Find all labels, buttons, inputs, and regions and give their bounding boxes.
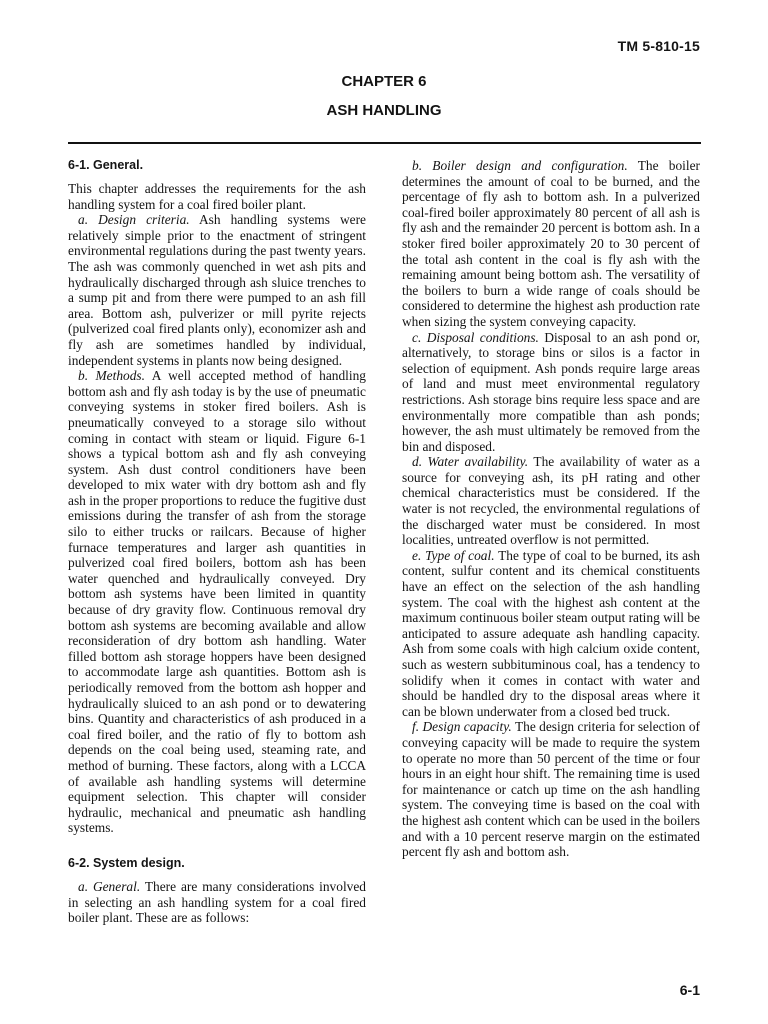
chapter-title: ASH HANDLING: [326, 102, 442, 119]
methods-paragraph: [68, 368, 366, 836]
design-capacity-text: The design criteria for selection of conveying capacity will be made to require the system to operate no more than 50 percent of the time or four hours in an eight hour shift. The remaining time is used for maintenance or catch up time on the ash handling system. The conveying time is based on the coal with the highest ash content which can be used in the boilers and with a 10 percent reserve margin on the estimated percent fly ash and bottom ash.: [402, 719, 700, 860]
boiler-design-label: b. Boiler design and configuration.: [412, 158, 628, 173]
type-of-coal-label: e. Type of coal.: [412, 547, 495, 563]
boiler-design-text: The boiler determines the amount of coal to be burned, and the percentage of fly ash to bottom ash. In a pulverized coal-fired boiler approximately 80 percent of all ash is fly ash and the remainder 20 percent is bottom ash. In a stoker fired boiler approximately 20 to 30 percent of the total ash content in the coal is fly ash with the remaining amount being bottom ash. The versatility of the boilers to burn a wide range of coals should be considered to determine the highest ash production rate when sizing the system conveying capacity.: [402, 158, 701, 329]
general-text: There are many considerations involved in selecting an ash handling system for a coal fired boiler plant. These are as follows:: [68, 878, 366, 926]
chapter-number: CHAPTER 6: [341, 73, 427, 90]
right-column: [402, 158, 700, 860]
page-number: 6-1: [679, 982, 700, 998]
type-of-coal-paragraph: [402, 548, 700, 720]
header-rule: [68, 142, 701, 144]
design-criteria-text: Ash handling systems were relatively simple prior to the enactment of stringent environmental regulations during the past twenty years. The ash was commonly quenched in wet ash pits and hydraulically discharged through ash sluice trenches to a sump pit and from there were pumped to an ash fill area. Bottom ash, pulverizer or mill pyrite rejects (pulverized coal fired plants only), economizer ash and fly ash are sometimes handled by individual, independent systems in plants now being designed.: [68, 212, 367, 368]
section-6-2-heading: 6-2. System design.: [68, 855, 185, 870]
design-capacity-label: f. Design capacity.: [412, 719, 512, 735]
disposal-conditions-label: c. Disposal conditions.: [412, 329, 539, 345]
methods-label: b. Methods.: [78, 368, 145, 384]
water-availability-text: The availability of water as a source for conveying ash, its pH rating and other chemical characteristics must be considered. If the water is not recycled, the environmental regulations of the discharged water must be considered. In most localities, untreated overflow is not permitted.: [402, 454, 700, 548]
boiler-design-paragraph: [402, 158, 700, 330]
water-availability-label: d. Water availability.: [412, 454, 529, 470]
design-criteria-label: a. Design criteria.: [78, 212, 190, 228]
type-of-coal-text: The type of coal to be burned, its ash content, sulfur content and its chemical constituents have an effect on the selection of the ash handling system. The coal with the highest ash content at the maximum continuous boiler steam output rating will be anticipated to assure adequate ash handling capacity. Ash from some coals with high calcium oxide content, such as western subbituminous coal, has a tendency to solidify when it comes in contact with water and should be handled dry to the disposal areas where it can be blown underwater from a closed bed truck.: [402, 547, 700, 719]
disposal-conditions-text: Disposal to an ash pond or, alternatively, to storage bins or silos is a factor in selection of equipment. Ash ponds require large areas of land and must meet environmental regulatory restrictions. Ash storage bins require less space and are environmentally more compatible than ash ponds; however, the ash must ultimately be removed from the bin and disposed.: [402, 329, 700, 454]
water-availability-paragraph: [402, 454, 700, 548]
section-6-1-heading: 6-1. General.: [68, 158, 144, 172]
design-criteria-paragraph: [68, 212, 366, 368]
general-label: a. General.: [78, 878, 141, 894]
general-paragraph: [68, 879, 366, 926]
disposal-conditions-paragraph: [402, 330, 700, 455]
document-id: TM 5-810-15: [617, 38, 700, 54]
intro-paragraph: This chapter addresses the requirements for the ash handling system for a coal fired boiler plant.: [68, 181, 366, 212]
methods-text: A well accepted method of handling bottom ash and fly ash today is by the use of pneumatic conveying systems in stoker fired boilers. Ash is pneumatically conveyed to a storage silo without coming in contact with steam or liquid. Figure 6-1 shows a typical bottom ash and fly ash conveying system. Ash dust control conditioners have been developed to mix water with dry bottom ash and fly ash in the proper proportions to reduce the fugitive dust emissions during the transfer of ash from the storage silo to either trucks or railcars. Because of higher furnace temperatures and larger ash quantities in pulverized coal fired boilers, bottom ash has been water quenched and hydraulically conveyed. Dry bottom ash systems have been limited in quantity because of dry gravity flow. Continuous removal dry bottom ash systems are becoming available and allow reconsideration of dry bottom ash handling. Water filled bottom ash storage hoppers have been designed to accommodate large ash quantities. Bottom ash is periodically removed from the bottom ash hopper and hydraulically sluiced to an ash pond or to dewatering bins. Quantity and characteristics of ash produced in a coal fired boiler, and the ratio of fly to bottom ash depends on the coal being used, steaming rate, and method of burning. These factors, along with a LCCA of available ash handling systems will determine equipment selection. This chapter will consider hydraulic, mechanical and pneumatic ash handling systems.: [68, 368, 366, 836]
left-column: [68, 158, 366, 926]
design-capacity-paragraph: [402, 719, 700, 859]
